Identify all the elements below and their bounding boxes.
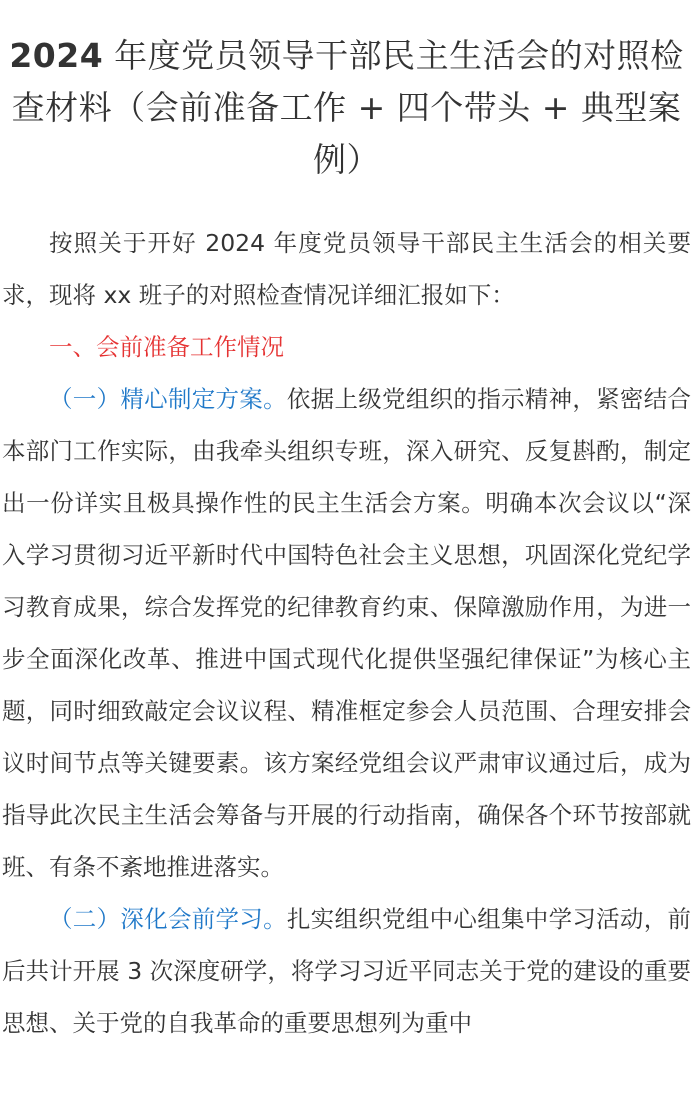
intro-paragraph: 按照关于开好 2024 年度党员领导干部民主生活会的相关要求，现将 xx 班子的对照检查情况详细汇报如下： (2, 229, 691, 309)
paragraph-plan-text: 依据上级党组织的指示精神，紧密结合本部门工作实际，由我牵头组织专班，深入研究、反复斟酌，制定出一份详实且极具操作性的民主生活会方案。明确本次会议以“深入学习贯彻习近平新时代中国特色社会主义思想，巩固深化党纪学习教育成果，综合发挥党的纪律教育约束、保障激励作用，为进一步全面深化改革、推进中国式现代化提供坚强纪律保证”为核心主题，同时细致敲定会议议程、精准框定参会人员范围、合理安排会议时间节点等关键要素。该方案经党组会议严肃审议通过后，成为指导此次民主生活会筹备与开展的行动指南，确保各个环节按部就班、有条不紊地推进落实。 (2, 385, 692, 881)
document-body (2, 217, 691, 1049)
subheading-study: （二）深化会前学习。 (49, 905, 287, 933)
paragraph-study-text: 扎实组织党组中心组集中学习活动，前后共计开展 3 次深度研学，将学习习近平同志关于党的建设的重要思想、关于党的自我革命的重要思想列为重中 (2, 905, 692, 1037)
title-text: 年度党员领导干部民主生活会的对照检查材料（会前准备工作 + 四个带头 + 典型案例） (11, 36, 684, 179)
paragraph-plan (2, 373, 691, 893)
document-title (2, 30, 691, 186)
paragraph-study (2, 893, 691, 1049)
title-year: 2024 (9, 36, 104, 75)
subheading-plan: （一）精心制定方案。 (49, 385, 287, 413)
section-heading-preparation: 一、会前准备工作情况 (49, 333, 284, 361)
